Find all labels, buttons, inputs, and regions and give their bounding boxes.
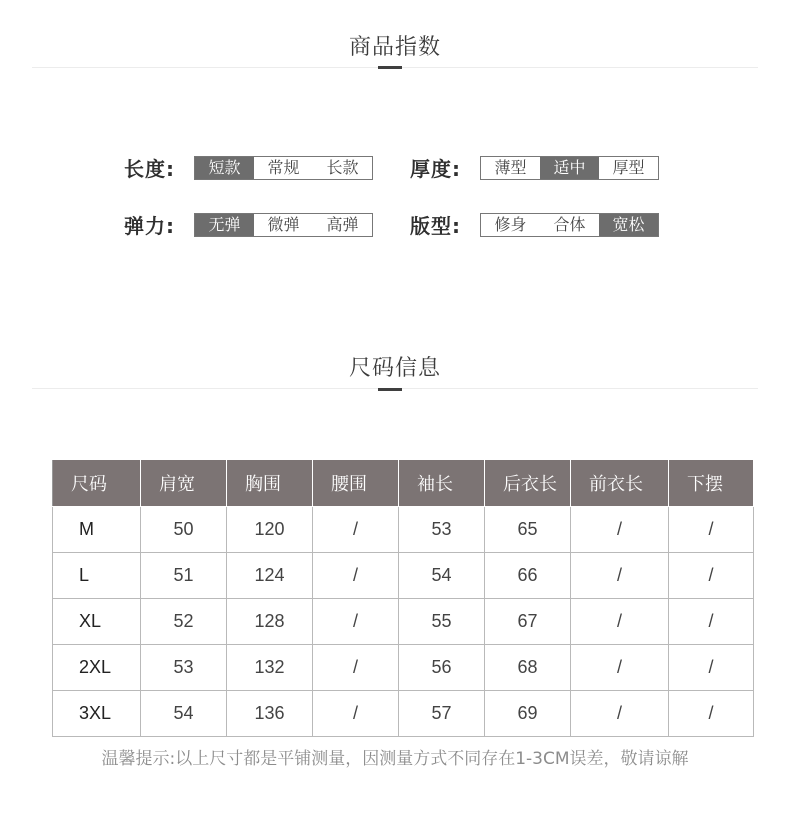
option-thick: 厚型 bbox=[599, 157, 658, 179]
header-shoulder: 肩宽 bbox=[141, 460, 227, 507]
cell-sleeve: 57 bbox=[399, 691, 485, 737]
title-accent-bar bbox=[378, 388, 402, 391]
cell-shoulder: 53 bbox=[141, 645, 227, 691]
table-row bbox=[53, 507, 754, 553]
cell-sleeve: 53 bbox=[399, 507, 485, 553]
attr-options bbox=[480, 213, 659, 237]
cell-sleeve: 56 bbox=[399, 645, 485, 691]
option-high-stretch: 高弹 bbox=[313, 214, 372, 236]
attr-options bbox=[194, 213, 373, 237]
cell-back-length: 66 bbox=[485, 553, 571, 599]
attr-fit bbox=[410, 210, 659, 239]
cell-chest: 136 bbox=[227, 691, 313, 737]
option-slim: 修身 bbox=[481, 214, 540, 236]
header-back-length: 后衣长 bbox=[485, 460, 571, 507]
title-accent-bar bbox=[378, 66, 402, 69]
cell-size: L bbox=[53, 553, 141, 599]
measurement-note: 温馨提示:以上尺寸都是平铺测量，因测量方式不同存在1-3CM误差，敬请谅解 bbox=[101, 749, 689, 769]
option-thin: 薄型 bbox=[481, 157, 540, 179]
cell-back-length: 67 bbox=[485, 599, 571, 645]
cell-sleeve: 54 bbox=[399, 553, 485, 599]
cell-front-length: / bbox=[571, 553, 669, 599]
option-short: 短款 bbox=[195, 157, 254, 179]
cell-back-length: 69 bbox=[485, 691, 571, 737]
attr-elasticity bbox=[124, 210, 373, 239]
product-index-title: 商品指数 bbox=[348, 35, 441, 60]
cell-hem: / bbox=[669, 645, 754, 691]
cell-chest: 128 bbox=[227, 599, 313, 645]
size-table bbox=[52, 459, 754, 737]
option-long: 长款 bbox=[313, 157, 372, 179]
cell-hem: / bbox=[669, 691, 754, 737]
option-loose: 宽松 bbox=[599, 214, 658, 236]
table-row bbox=[53, 599, 754, 645]
cell-front-length: / bbox=[571, 645, 669, 691]
option-medium: 适中 bbox=[540, 157, 599, 179]
cell-sleeve: 55 bbox=[399, 599, 485, 645]
header-size: 尺码 bbox=[53, 460, 141, 507]
header-chest: 胸围 bbox=[227, 460, 313, 507]
option-fitted: 合体 bbox=[540, 214, 599, 236]
cell-chest: 124 bbox=[227, 553, 313, 599]
header-hem: 下摆 bbox=[669, 460, 754, 507]
cell-waist: / bbox=[313, 553, 399, 599]
cell-back-length: 65 bbox=[485, 507, 571, 553]
cell-front-length: / bbox=[571, 691, 669, 737]
cell-waist: / bbox=[313, 645, 399, 691]
cell-shoulder: 52 bbox=[141, 599, 227, 645]
cell-chest: 120 bbox=[227, 507, 313, 553]
cell-shoulder: 54 bbox=[141, 691, 227, 737]
table-row bbox=[53, 691, 754, 737]
attr-label: 厚度: bbox=[410, 157, 461, 181]
table-row bbox=[53, 645, 754, 691]
option-regular: 常规 bbox=[254, 157, 313, 179]
option-slight-stretch: 微弹 bbox=[254, 214, 313, 236]
cell-front-length: / bbox=[571, 599, 669, 645]
cell-waist: / bbox=[313, 691, 399, 737]
attr-thickness bbox=[410, 153, 659, 182]
cell-shoulder: 51 bbox=[141, 553, 227, 599]
cell-waist: / bbox=[313, 599, 399, 645]
attr-label: 弹力: bbox=[124, 214, 175, 238]
header-front-length: 前衣长 bbox=[571, 460, 669, 507]
cell-front-length: / bbox=[571, 507, 669, 553]
cell-hem: / bbox=[669, 553, 754, 599]
cell-hem: / bbox=[669, 599, 754, 645]
option-no-stretch: 无弹 bbox=[195, 214, 254, 236]
cell-size: M bbox=[53, 507, 141, 553]
size-info-title: 尺码信息 bbox=[348, 356, 441, 381]
cell-chest: 132 bbox=[227, 645, 313, 691]
header-waist: 腰围 bbox=[313, 460, 399, 507]
header-sleeve: 袖长 bbox=[399, 460, 485, 507]
attr-options bbox=[194, 156, 373, 180]
table-header-row bbox=[53, 460, 754, 507]
attr-options bbox=[480, 156, 659, 180]
cell-size: 3XL bbox=[53, 691, 141, 737]
cell-size: 2XL bbox=[53, 645, 141, 691]
attr-label: 长度: bbox=[124, 157, 175, 181]
cell-back-length: 68 bbox=[485, 645, 571, 691]
cell-shoulder: 50 bbox=[141, 507, 227, 553]
cell-hem: / bbox=[669, 507, 754, 553]
cell-waist: / bbox=[313, 507, 399, 553]
cell-size: XL bbox=[53, 599, 141, 645]
attr-length bbox=[124, 153, 373, 182]
table-row bbox=[53, 553, 754, 599]
attr-label: 版型: bbox=[410, 214, 461, 238]
